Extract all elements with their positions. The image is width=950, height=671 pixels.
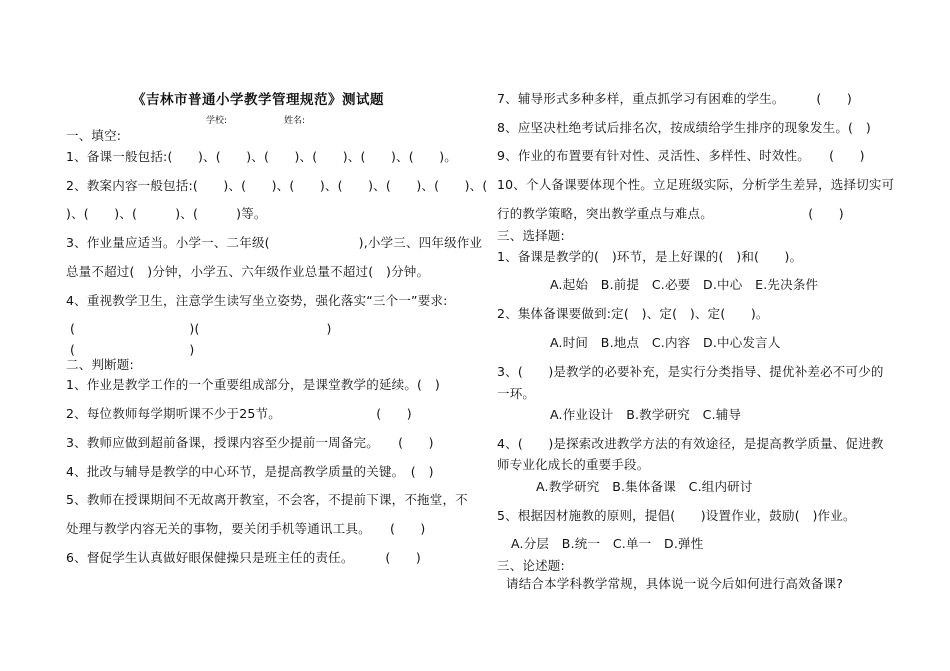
judge-q5: 5、教师在授课期间不无故离开教室，不会客，不提前下课，不拖堂，不 — [66, 492, 468, 507]
choice-q5-options: A.分层 B.统一 C.单一 D.弹性 — [511, 536, 704, 551]
judge-q5-cont: 处理与教学内容无关的事物，要关闭手机等通讯工具。 ( ) — [66, 521, 426, 536]
judge-q10-cont: 行的教学策略，突出教学重点与难点。 ( ) — [497, 206, 844, 221]
choice-q1: 1、备课是教学的( )环节，是上好课的( )和( )。 — [497, 249, 803, 264]
judge-q6: 6、督促学生认真做好眼保健操只是班主任的责任。 ( ) — [66, 550, 421, 565]
judge-q3: 3、教师应做到超前备课，授课内容至少提前一周备完。 ( ) — [66, 435, 434, 450]
choice-q1-options: A.起始 B.前提 C.必要 D.中心 E.先决条件 — [550, 277, 819, 292]
choice-q3-cont: 一环。 — [497, 386, 536, 401]
name-label: 姓名: — [284, 116, 306, 126]
section-judge-heading: 二、判断题: — [66, 357, 134, 372]
choice-q2-options: A.时间 B.地点 C.内容 D.中心发言人 — [550, 335, 781, 350]
essay-q1: 请结合本学科教学常规，具体说一说今后如何进行高效备课? — [506, 576, 844, 591]
fill-q2: 2、教案内容一般包括:( )、( )、( )、( )、( )、( )、( — [66, 178, 488, 193]
judge-q2: 2、每位教师每学期听课不少于25节。 ( ) — [66, 406, 412, 421]
choice-q4-cont: 师专业化成长的重要手段。 — [497, 457, 650, 472]
judge-q4: 4、批改与辅导是教学的中心环节，是提高教学质量的关键。 ( ) — [66, 464, 434, 479]
judge-q10: 10、个人备课要体现个性。立足班级实际，分析学生差异，选择切实可 — [497, 177, 895, 192]
exam-title: 《吉林市普通小学教学管理规范》测试题 — [132, 92, 384, 108]
judge-q1: 1、作业是教学工作的一个重要组成部分，是课堂教学的延续。( ) — [66, 377, 440, 392]
choice-q5: 5、根据因材施教的原则，提倡( )设置作业，鼓励( )作业。 — [497, 508, 856, 523]
choice-q3-options: A.作业设计 B.教学研究 C.辅导 — [550, 407, 742, 422]
school-label: 学校: — [206, 116, 228, 126]
fill-q3-cont: 总量不超过( )分钟，小学五、六年级作业总量不超过( )分钟。 — [66, 264, 430, 279]
judge-q7: 7、辅导形式多种多样，重点抓学习有困难的学生。 ( ) — [497, 91, 852, 106]
section-essay-heading: 三、论述题: — [497, 558, 565, 573]
fill-q4-blanks: ( )( ) — [70, 321, 332, 336]
choice-q4: 4、( )是探索改进教学方法的有效途径，是提高教学质量、促进教 — [497, 436, 884, 451]
section-fill-heading: 一、填空: — [66, 128, 122, 143]
fill-q4-blank3: ( ) — [70, 342, 195, 357]
fill-q4: 4、重视教学卫生，注意学生读写坐立姿势，强化落实“三个一”要求: — [66, 293, 448, 308]
choice-q3: 3、( )是教学的必要补充，是实行分类指导、提优补差必不可少的 — [497, 364, 884, 379]
section-choice-heading: 三、选择题: — [497, 228, 565, 243]
fill-q2-cont: )、( )、( )、( )等。 — [66, 206, 267, 221]
fill-q1: 1、备课一般包括:( )、( )、( )、( )、( )、( )。 — [66, 149, 457, 164]
judge-q8: 8、应坚决杜绝考试后排名次，按成绩给学生排序的现象发生。( ) — [497, 120, 871, 135]
choice-q2: 2、集体备课要做到:定( )、定( )、定( )。 — [497, 306, 769, 321]
choice-q4-options: A.教学研究 B.集体备课 C.组内研讨 — [536, 479, 753, 494]
fill-q3: 3、作业量应适当。小学一、二年级( ),小学三、四年级作业 — [66, 235, 483, 250]
judge-q9: 9、作业的布置要有针对性、灵活性、多样性、时效性。 ( ) — [497, 148, 865, 163]
